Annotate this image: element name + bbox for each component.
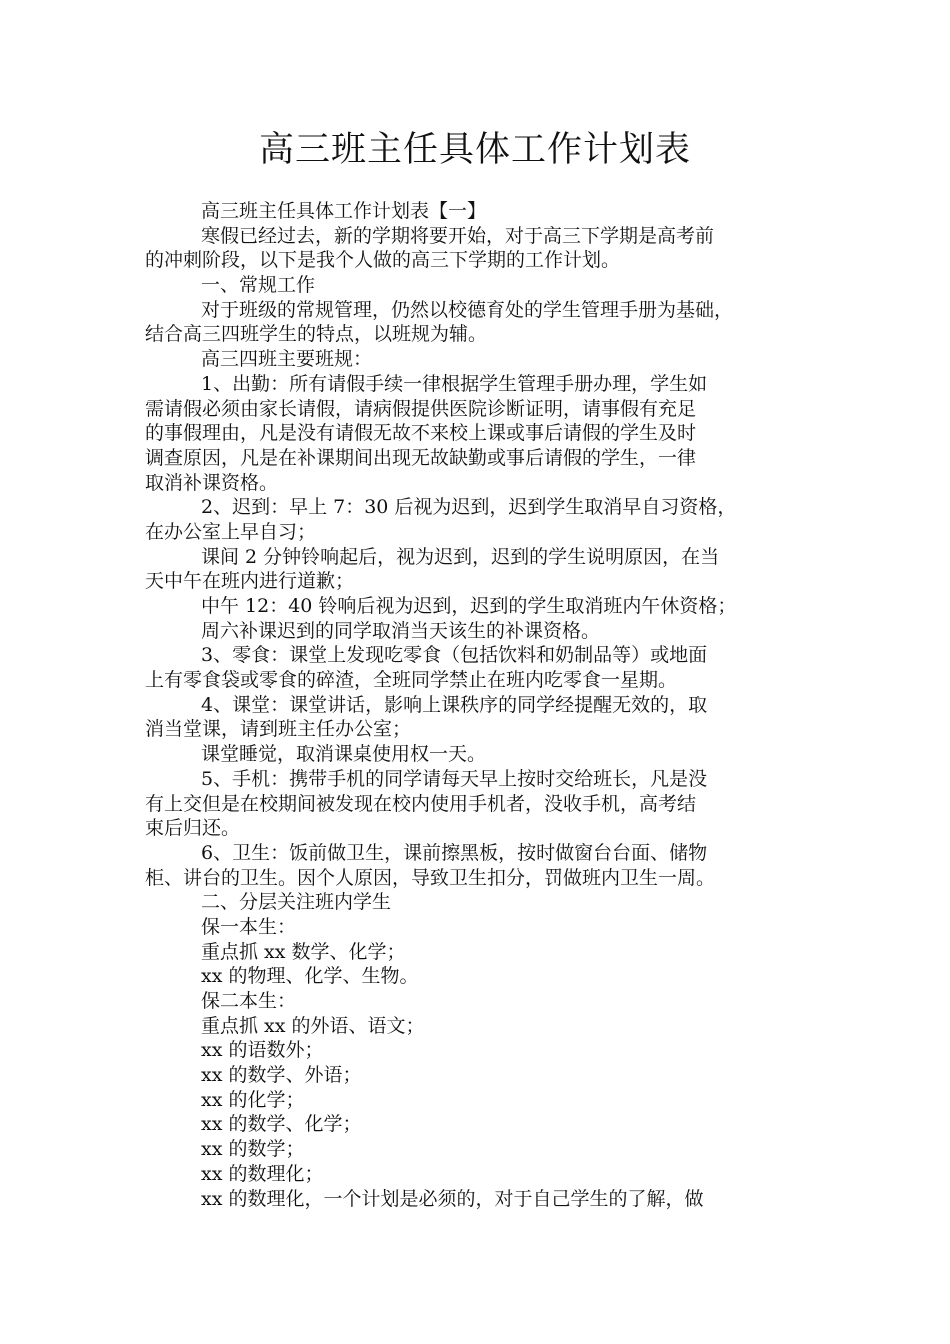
text-line: 消当堂课，请到班主任办公室； <box>145 718 412 741</box>
text-line: 5、手机：携带手机的同学请每天早上按时交给班长，凡是没 <box>201 767 708 790</box>
document-body <box>145 199 805 1211</box>
text-line: 调查原因，凡是在补课期间出现无故缺勤或事后请假的学生，一律 <box>145 446 697 469</box>
text-line: 3、零食：课堂上发现吃零食（包括饮料和奶制品等）或地面 <box>201 644 708 667</box>
text-line: 高三四班主要班规： <box>201 348 373 371</box>
text-line: 的事假理由，凡是没有请假无故不来校上课或事后请假的学生及时 <box>145 422 697 445</box>
text-line: 在办公室上早自习； <box>145 520 317 543</box>
text-line: 保一本生： <box>201 915 297 938</box>
text-line: 对于班级的常规管理，仍然以校德育处的学生管理手册为基础， <box>201 298 734 321</box>
text-line: 2、迟到：早上 7：30 后视为迟到，迟到学生取消早自习资格， <box>201 496 737 519</box>
text-line: xx 的语数外； <box>201 1039 324 1062</box>
text-line: 有上交但是在校期间被发现在校内使用手机者，没收手机，高考结 <box>145 792 697 815</box>
text-line: xx 的数理化； <box>201 1162 324 1185</box>
text-line: 束后归还。 <box>145 817 241 840</box>
text-line: 保二本生： <box>201 990 297 1012</box>
text-line: xx 的物理、化学、生物。 <box>201 965 419 988</box>
text-line: 一、常规工作 <box>201 274 316 297</box>
text-line: 课堂睡觉，取消课桌使用权一天。 <box>201 743 487 766</box>
text-line: 4、课堂：课堂讲话，影响上课秩序的同学经提醒无效的，取 <box>201 693 708 716</box>
text-line: xx 的数学、化学； <box>201 1113 362 1136</box>
text-line: 上有零食袋或零食的碎渣，全班同学禁止在班内吃零食一星期。 <box>145 669 678 692</box>
text-line: 高三班主任具体工作计划表【一】 <box>201 200 487 222</box>
text-line: 重点抓 xx 的外语、语文； <box>201 1014 425 1037</box>
page-title: 高三班主任具体工作计划表 <box>258 130 691 170</box>
text-line: 中午 12：40 铃响后视为迟到，迟到的学生取消班内午休资格； <box>201 595 737 617</box>
text-line: 课间 2 分钟铃响起后，视为迟到，迟到的学生说明原因，在当 <box>201 545 720 568</box>
text-line: 周六补课迟到的同学取消当天该生的补课资格。 <box>201 619 601 642</box>
text-line: 寒假已经过去，新的学期将要开始，对于高三下学期是高考前 <box>201 224 715 247</box>
text-line: 6、卫生：饭前做卫生，课前擦黑板，按时做窗台台面、储物 <box>201 841 708 864</box>
text-line: 1、出勤：所有请假手续一律根据学生管理手册办理，学生如 <box>201 372 708 395</box>
text-line: 天中午在班内进行道歉； <box>145 570 355 593</box>
text-line: 的冲刺阶段，以下是我个人做的高三下学期的工作计划。 <box>145 249 621 272</box>
text-line: 二、分层关注班内学生 <box>201 891 392 914</box>
text-line: xx 的数学； <box>201 1138 305 1161</box>
text-line: 柜、讲台的卫生。因个人原因，导致卫生扣分，罚做班内卫生一周。 <box>145 866 716 889</box>
text-line: 结合高三四班学生的特点，以班规为辅。 <box>145 323 488 346</box>
text-line: xx 的化学； <box>201 1088 305 1111</box>
text-line: 取消补课资格。 <box>145 471 279 494</box>
text-line: xx 的数学、外语； <box>201 1064 362 1087</box>
text-line: 重点抓 xx 数学、化学； <box>201 940 406 963</box>
text-line: 需请假必须由家长请假，请病假提供医院诊断证明，请事假有充足 <box>145 397 697 420</box>
text-line: xx 的数理化，一个计划是必须的，对于自己学生的了解，做 <box>201 1187 704 1210</box>
